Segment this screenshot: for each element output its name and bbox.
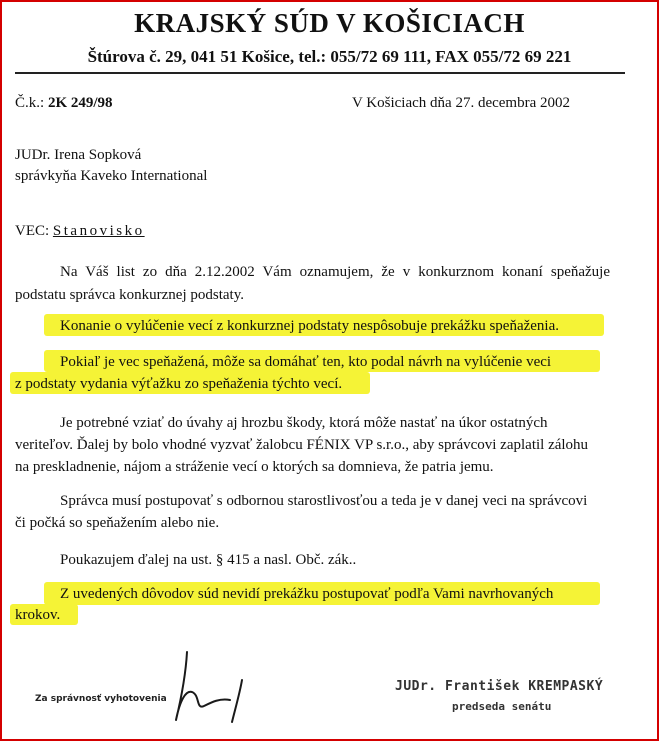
paragraph-damage-line1: Je potrebné vziať do úvahy aj hrozbu škody, ktorá môže nastať na úkor ostatných bbox=[60, 415, 548, 431]
paragraph-care-line2: či počká so speňažením alebo nie. bbox=[15, 515, 220, 531]
court-name: KRAJSKÝ SÚD V KOŠICIACH bbox=[134, 8, 525, 38]
reference-line bbox=[15, 94, 113, 112]
paragraph-no-obstacle: Konanie o vylúčenie vecí z konkurznej podstaty nespôsobuje prekážku speňaženia. bbox=[60, 318, 559, 334]
paragraph-damage-line3: na preskladnenie, nájom a stráženie vecí o ktorých sa domnieva, že patria jemu. bbox=[15, 459, 494, 475]
correctness-stamp: Za správnosť vyhotovenia bbox=[35, 694, 167, 704]
paragraph-damage-line2: veriteľov. Ďalej by bolo vhodné vyzvať žalobcu FÉNIX VP s.r.o., aby správcovi zaplatil zálohu bbox=[15, 437, 589, 453]
recipient-name: JUDr. Irena Sopková bbox=[15, 147, 142, 163]
subject-line bbox=[15, 222, 145, 240]
header-divider bbox=[15, 72, 625, 74]
court-address: Štúrova č. 29, 041 51 Košice, tel.: 055/72 69 111, FAX 055/72 69 221 bbox=[87, 47, 572, 66]
judge-title-stamp: predseda senátu bbox=[452, 700, 552, 713]
paragraph-care-line1: Správca musí postupovať s odbornou starostlivosťou a teda je v danej veci na správcovi bbox=[60, 493, 588, 509]
signature-icon bbox=[160, 640, 280, 735]
paragraph-sold-line1: Pokiaľ je vec speňažená, môže sa domáhať ten, kto podal návrh na vylúčenie veci bbox=[60, 354, 552, 370]
reference-number: 2K 249/98 bbox=[47, 95, 113, 111]
paragraph-conclusion-line1: Z uvedených dôvodov súd nevidí prekážku postupovať podľa Vami navrhovaných bbox=[60, 586, 554, 602]
paragraph-statute: Poukazujem ďalej na ust. § 415 a nasl. Obč. zák.. bbox=[60, 552, 357, 568]
recipient-role: správkyňa Kaveko International bbox=[15, 168, 208, 184]
paragraph-conclusion-line2: krokov. bbox=[15, 607, 61, 623]
subject-value: Stanovisko bbox=[52, 223, 145, 239]
subject-label: VEC: bbox=[15, 223, 50, 239]
place-date: V Košiciach dňa 27. decembra 2002 bbox=[352, 95, 570, 111]
paragraph-intro: Na Váš list zo dňa 2.12.2002 Vám oznamujem, že v konkurznom konaní speňažuje podstatu správca konkurznej podstaty. bbox=[15, 264, 610, 303]
judge-name-stamp: JUDr. František KREMPASKÝ bbox=[395, 679, 604, 694]
reference-label: Č.k.: bbox=[15, 95, 45, 111]
paragraph-sold-line2: z podstaty vydania výťažku zo speňaženia týchto vecí. bbox=[15, 376, 343, 392]
